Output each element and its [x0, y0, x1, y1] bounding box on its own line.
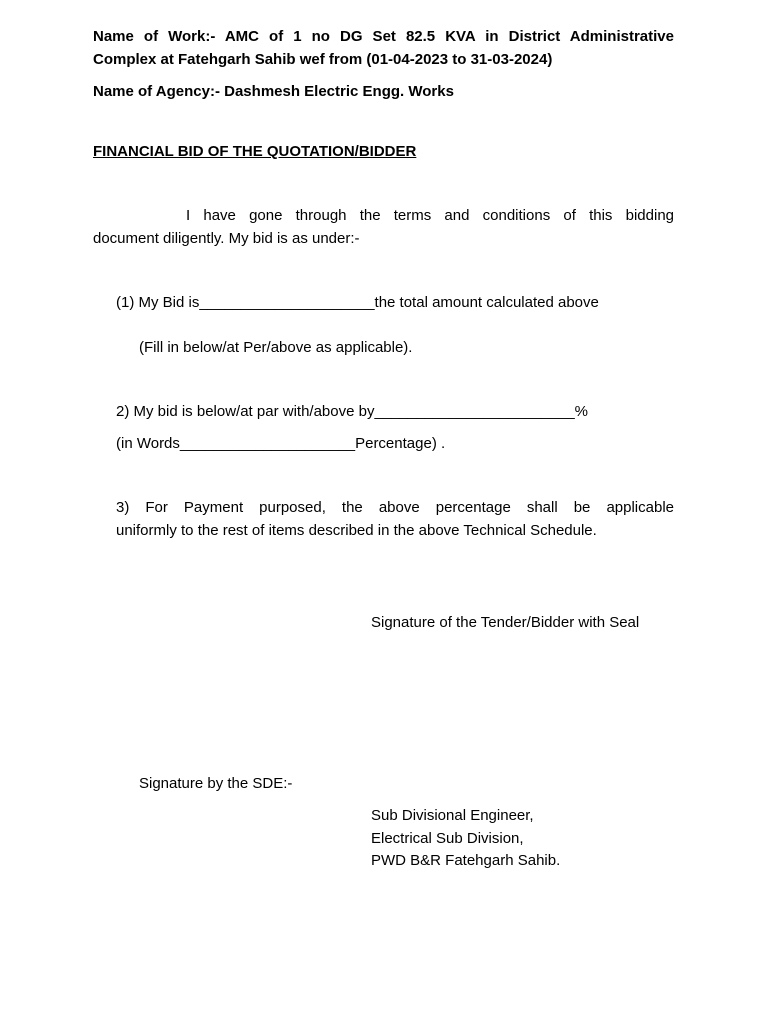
intro-line1: I have gone through the terms and conditions of this bidding — [186, 207, 674, 224]
intro-line2: document diligently. My bid is as under:- — [93, 230, 360, 247]
bidder-signature-label: Signature of the Tender/Bidder with Seal — [371, 614, 640, 631]
name-of-work-line1: Name of Work:- AMC of 1 no DG Set 82.5 KVA in District Administrative — [93, 28, 674, 45]
bid-item-2-words: (in Words_____________________Percentage) . — [116, 435, 446, 452]
bid-item-2: 2) My bid is below/at par with/above by________________________% — [116, 403, 589, 420]
bid-item-3-line2: uniformly to the rest of items described in the above Technical Schedule. — [116, 522, 597, 539]
sde-designation-line3: PWD B&R Fatehgarh Sahib. — [371, 852, 561, 869]
name-of-agency: Name of Agency:- Dashmesh Electric Engg. Works — [93, 83, 454, 100]
bid-item-1-note: (Fill in below/at Per/above as applicable). — [139, 339, 413, 356]
document-title: FINANCIAL BID OF THE QUOTATION/BIDDER — [93, 143, 417, 160]
sde-signature-label: Signature by the SDE:- — [139, 775, 293, 792]
sde-designation-line1: Sub Divisional Engineer, — [371, 807, 534, 824]
bid-item-3-line1: 3) For Payment purposed, the above percentage shall be applicable — [116, 499, 674, 516]
bid-item-1: (1) My Bid is_____________________the total amount calculated above — [116, 294, 599, 311]
name-of-work-line2: Complex at Fatehgarh Sahib wef from (01-04-2023 to 31-03-2024) — [93, 51, 553, 68]
sde-designation-line2: Electrical Sub Division, — [371, 830, 524, 847]
